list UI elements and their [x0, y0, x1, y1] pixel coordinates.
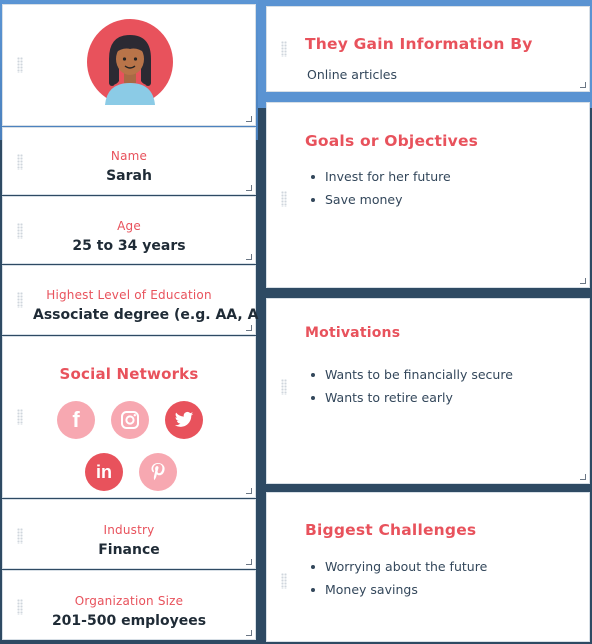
- motivations-card[interactable]: [266, 298, 590, 484]
- resize-handle[interactable]: [580, 474, 586, 480]
- drag-handle[interactable]: [281, 41, 287, 57]
- goals-card[interactable]: [266, 102, 590, 288]
- resize-handle[interactable]: [580, 278, 586, 284]
- resize-handle[interactable]: [246, 325, 252, 331]
- org-size-value: 201-500 employees: [51, 613, 207, 629]
- name-card[interactable]: [2, 127, 256, 195]
- pinterest-icon[interactable]: [139, 453, 177, 491]
- facebook-icon[interactable]: f: [57, 401, 95, 439]
- drag-handle[interactable]: [281, 191, 287, 207]
- name-value: Sarah: [106, 168, 152, 184]
- drag-handle[interactable]: [281, 573, 287, 589]
- education-value: Associate degree (e.g. AA, A: [33, 307, 259, 323]
- drag-handle[interactable]: [17, 57, 23, 73]
- information-title: They Gain Information By: [305, 35, 533, 53]
- challenges-list: [311, 559, 487, 605]
- list-item: Worrying about the future: [311, 559, 487, 574]
- drag-handle[interactable]: [17, 409, 23, 425]
- industry-value: Finance: [98, 542, 160, 558]
- goals-list: [311, 169, 451, 215]
- resize-handle[interactable]: [246, 488, 252, 494]
- resize-handle[interactable]: [246, 559, 252, 565]
- list-item: Wants to retire early: [311, 390, 513, 405]
- linkedin-icon[interactable]: in: [85, 453, 123, 491]
- twitter-icon[interactable]: [165, 401, 203, 439]
- avatar-card[interactable]: [2, 4, 256, 126]
- resize-handle[interactable]: [246, 185, 252, 191]
- name-label: Name: [110, 149, 148, 163]
- list-item: Invest for her future: [311, 169, 451, 184]
- education-label: Highest Level of Education: [46, 288, 212, 302]
- goals-title: Goals or Objectives: [305, 132, 479, 150]
- information-card[interactable]: [266, 6, 590, 92]
- instagram-icon[interactable]: [111, 401, 149, 439]
- list-item: Wants to be financially secure: [311, 367, 513, 382]
- social-networks-card[interactable]: [2, 336, 256, 498]
- motivations-title: Motivations: [305, 325, 401, 341]
- motivations-list: [311, 367, 513, 413]
- resize-handle[interactable]: [246, 254, 252, 260]
- industry-card[interactable]: [2, 499, 256, 569]
- age-label: Age: [117, 219, 141, 233]
- resize-handle[interactable]: [246, 116, 252, 122]
- social-networks-label: Social Networks: [59, 365, 199, 383]
- drag-handle[interactable]: [281, 379, 287, 395]
- challenges-title: Biggest Challenges: [305, 521, 477, 539]
- list-item: Money savings: [311, 582, 487, 597]
- list-item: Save money: [311, 192, 451, 207]
- education-card[interactable]: [2, 265, 259, 335]
- age-value: 25 to 34 years: [72, 238, 186, 254]
- information-text: Online articles: [307, 67, 398, 82]
- challenges-card[interactable]: [266, 492, 590, 642]
- industry-label: Industry: [103, 523, 155, 537]
- avatar: [87, 19, 173, 105]
- age-card[interactable]: [2, 196, 256, 264]
- org-size-card[interactable]: [2, 570, 256, 640]
- resize-handle[interactable]: [246, 630, 252, 636]
- org-size-label: Organization Size: [74, 594, 184, 608]
- resize-handle[interactable]: [580, 82, 586, 88]
